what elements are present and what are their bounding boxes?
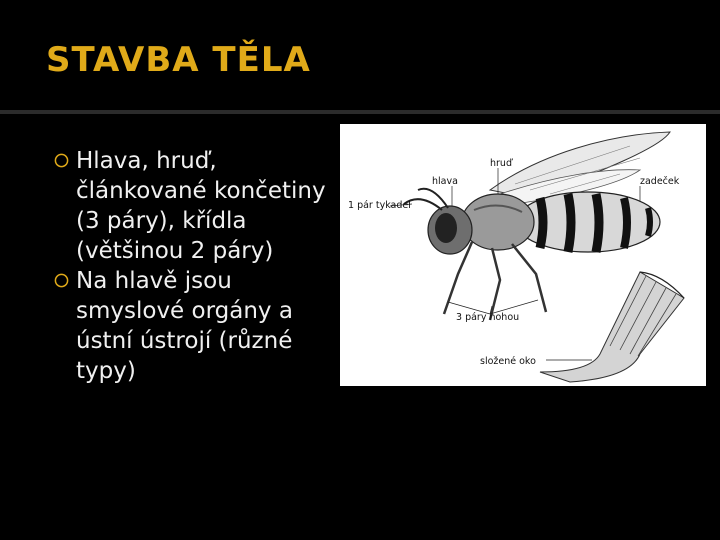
slide-title: STAVBA TĚLA	[46, 40, 311, 80]
hollow-circle-icon	[54, 273, 69, 288]
leg	[512, 244, 546, 312]
label-compound-eye: složené oko	[480, 356, 536, 367]
eye-detail	[540, 272, 684, 382]
wasp-illustration	[340, 124, 706, 386]
bullet-item	[52, 146, 342, 266]
bullet-item	[52, 266, 342, 386]
label-thorax: hruď	[490, 158, 512, 169]
insect-diagram	[340, 124, 706, 386]
label-antennae: 1 pár tykadel	[348, 200, 411, 211]
hollow-circle-icon	[54, 153, 69, 168]
bullet-text: Na hlavě jsou smyslové orgány a ústní ústrojí (různé typy)	[76, 268, 293, 384]
label-abdomen: zadeček	[640, 176, 680, 187]
label-legs: 3 páry nohou	[456, 312, 520, 323]
compound-eye	[435, 213, 457, 243]
antenna	[418, 189, 448, 208]
bullet-list	[52, 146, 342, 386]
label-head: hlava	[432, 176, 458, 187]
title-band	[0, 0, 720, 110]
bullet-text: Hlava, hruď, článkované končetiny (3 páry), křídla (většinou 2 páry)	[76, 148, 326, 264]
thorax	[462, 194, 534, 250]
